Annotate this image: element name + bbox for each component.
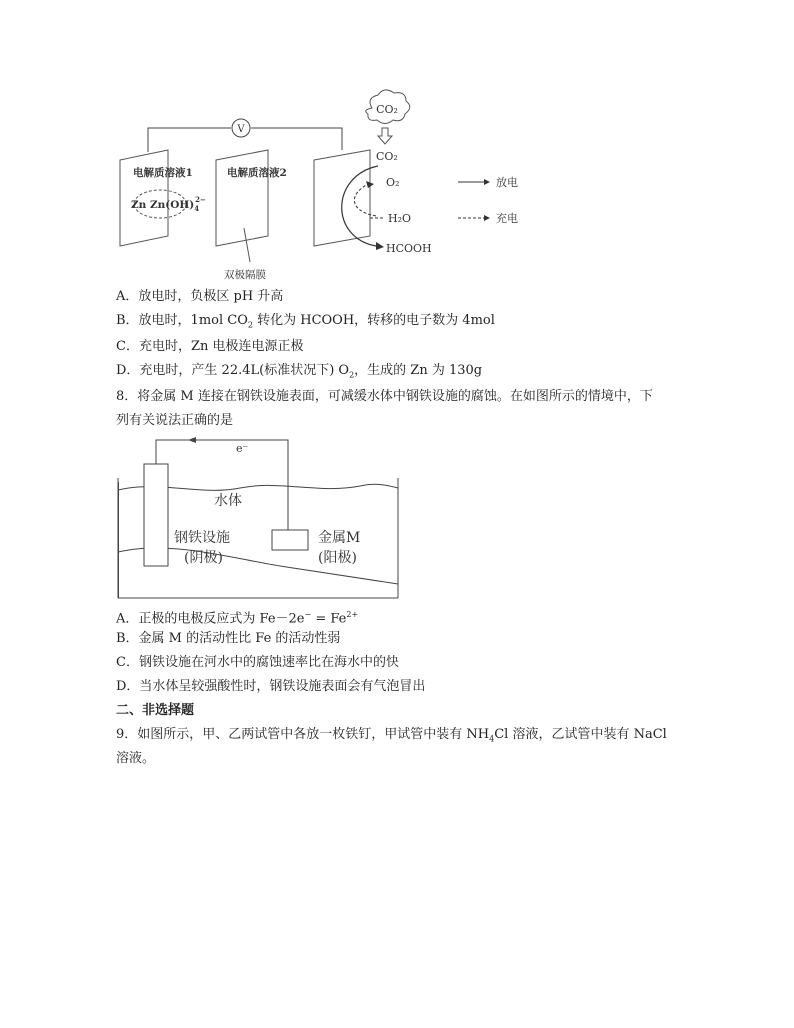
q8-stem-line-2: 列有关说法正确的是 bbox=[116, 413, 234, 428]
q7-option-b bbox=[116, 312, 495, 335]
q7-b-sub: 2 bbox=[247, 320, 253, 330]
legend-dashed-arrow bbox=[484, 215, 490, 221]
q7-b-pre: B．放电时，1mol CO bbox=[116, 313, 248, 328]
q7-b-post: 转化为 HCOOH，转移的电子数为 4mol bbox=[252, 313, 495, 328]
q7-option-d bbox=[116, 362, 482, 385]
q8-option-b: B．金属 M 的活动性比 Fe 的活动性弱 bbox=[116, 631, 341, 646]
co2-bubble-label: CO₂ bbox=[376, 103, 398, 116]
electrolyte-1-label: 电解质溶液1 bbox=[133, 167, 193, 179]
circuit-wire bbox=[251, 128, 342, 150]
zn-sup: 2− bbox=[195, 195, 206, 204]
q9-post: Cl 溶液，乙试管中装有 NaCl bbox=[494, 727, 667, 742]
q9-sub: 4 bbox=[489, 734, 495, 744]
electrode-plate-3 bbox=[314, 150, 370, 246]
hollow-down-arrow bbox=[378, 128, 392, 144]
q9-pre: 9．如图所示，甲、乙两试管中各放一枚铁钉，甲试管中装有 NH bbox=[116, 727, 490, 742]
q7-d-sub: 2 bbox=[349, 370, 355, 380]
q8-option-c: C．钢铁设施在河水中的腐蚀速率比在海水中的快 bbox=[116, 655, 399, 670]
section-heading: 二、非选择题 bbox=[116, 703, 195, 718]
discharge-arrowhead bbox=[376, 242, 384, 250]
q8-option-d: D．当水体呈较强酸性时，钢铁设施表面会有气泡冒出 bbox=[116, 679, 426, 694]
electrode-plate-2 bbox=[216, 150, 268, 246]
q7-option-c: C．充电时，Zn 电极连电源正极 bbox=[116, 339, 304, 354]
q8-a-sup2: 2+ bbox=[346, 610, 359, 619]
zn-sub: 4 bbox=[194, 204, 200, 213]
q8-stem-line-1: 8．将金属 M 连接在钢铁设施表面，可减缓水体中钢铁设施的腐蚀。在如图所示的情境中，下 bbox=[116, 389, 653, 404]
metal-label-1: 金属M bbox=[318, 530, 361, 546]
steel-label-1: 钢铁设施 bbox=[174, 530, 230, 546]
electron-label: e⁻ bbox=[236, 442, 249, 455]
q9-line-2: 溶液。 bbox=[116, 751, 156, 766]
steel-pillar bbox=[144, 464, 168, 566]
electron-arrowhead bbox=[188, 437, 196, 443]
legend-discharge-label: 放电 bbox=[496, 176, 518, 189]
legend-solid-arrow bbox=[484, 179, 490, 185]
q7-option-a: A．放电时，负极区 pH 升高 bbox=[116, 289, 284, 304]
voltmeter-label: V bbox=[237, 124, 245, 135]
q8-a-sup1: − bbox=[304, 610, 312, 619]
metal-label-2: (阳极) bbox=[318, 550, 357, 566]
legend-charge-label: 充电 bbox=[496, 212, 518, 225]
membrane-label: 双极隔膜 bbox=[224, 269, 266, 281]
o2-label: O₂ bbox=[386, 176, 400, 189]
q7-d-pre: D．充电时，产生 22.4L(标准状况下) O bbox=[116, 363, 350, 378]
electrode-plate-1 bbox=[120, 150, 168, 246]
zn-text: Zn Zn(OH) bbox=[131, 199, 195, 211]
q8-a-pre: A．正极的电极反应式为 Fe－2e bbox=[116, 611, 305, 627]
q8-a-mid: = Fe bbox=[311, 611, 347, 627]
circuit-wire bbox=[148, 128, 231, 152]
electrolyte-2-label: 电解质溶液2 bbox=[227, 167, 287, 179]
q9-line-1 bbox=[116, 726, 667, 749]
q7-d-post: ，生成的 Zn 为 130g bbox=[354, 363, 483, 378]
steel-label-2: (阴极) bbox=[184, 550, 223, 566]
co2-label: CO₂ bbox=[376, 150, 398, 163]
q8-option-a bbox=[116, 606, 358, 628]
water-label: 水体 bbox=[214, 493, 242, 509]
hcooh-label: HCOOH bbox=[386, 242, 432, 255]
h2o-label: H₂O bbox=[388, 212, 412, 225]
metal-m-block bbox=[272, 530, 308, 550]
